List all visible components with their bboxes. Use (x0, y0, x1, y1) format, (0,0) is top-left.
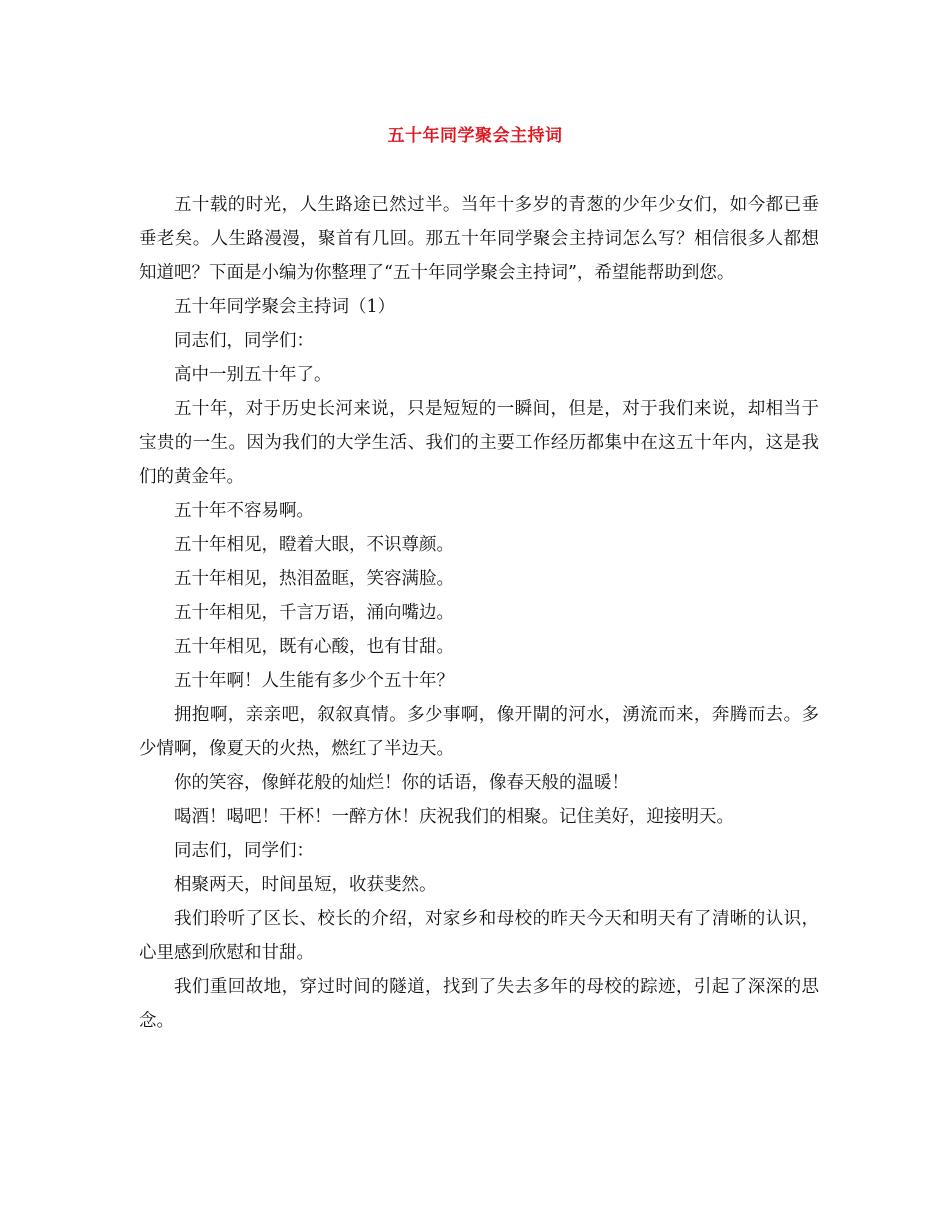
paragraph: 五十年啊！人生能有多少个五十年？ (174, 671, 454, 691)
paragraph: 五十年相见，热泪盈眶，笑容满脸。 (174, 569, 454, 589)
paragraph: 我们聆听了区长、校长的介绍，对家乡和母校的昨天今天和明天有了清晰的认识，心里感到欣慰和甘甜。 (139, 909, 819, 963)
paragraph: 五十年相见，瞪着大眼，不识尊颜。 (174, 535, 454, 555)
paragraph: 五十年相见，千言万语，涌向嘴边。 (174, 603, 454, 623)
paragraph: 我们重回故地，穿过时间的隧道，找到了失去多年的母校的踪迹，引起了深深的思念。 (139, 977, 819, 1031)
paragraph: 五十年不容易啊。 (174, 501, 314, 521)
paragraph: 喝酒！喝吧！干杯！一醉方休！庆祝我们的相聚。记住美好，迎接明天。 (174, 807, 734, 827)
paragraph: 五十载的时光，人生路途已然过半。当年十多岁的青葱的少年少女们，如今都已垂垂老矣。人生路漫漫，聚首有几回。那五十年同学聚会主持词怎么写？相信很多人都想知道吧？下面是小编为你整理了“五十年同学聚会主持词”，希望能帮助到您。 (139, 195, 819, 283)
paragraph: 你的笑容，像鲜花般的灿烂！你的话语，像春天般的温暖！ (174, 773, 629, 793)
document-title: 五十年同学聚会主持词 (387, 126, 563, 146)
paragraph: 拥抱啊，亲亲吧，叙叙真情。多少事啊，像开閘的河水，湧流而来，奔腾而去。多少情啊，像夏天的火热，燃红了半边天。 (139, 705, 819, 759)
document-body (139, 188, 819, 1038)
paragraph: 五十年，对于历史长河来说，只是短短的一瞬间，但是，对于我们来说，却相当于宝贵的一生。因为我们的大学生活、我们的主要工作经历都集中在这五十年内，这是我们的黄金年。 (139, 399, 819, 487)
paragraph: 同志们，同学们： (174, 841, 314, 861)
paragraph: 相聚两天，时间虽短，收获斐然。 (174, 875, 437, 895)
paragraph: 五十年相见，既有心酸，也有甘甜。 (174, 637, 454, 657)
section-heading: 五十年同学聚会主持词（1） (174, 297, 396, 317)
paragraph: 高中一别五十年了。 (174, 365, 332, 385)
paragraph: 同志们，同学们： (174, 331, 314, 351)
